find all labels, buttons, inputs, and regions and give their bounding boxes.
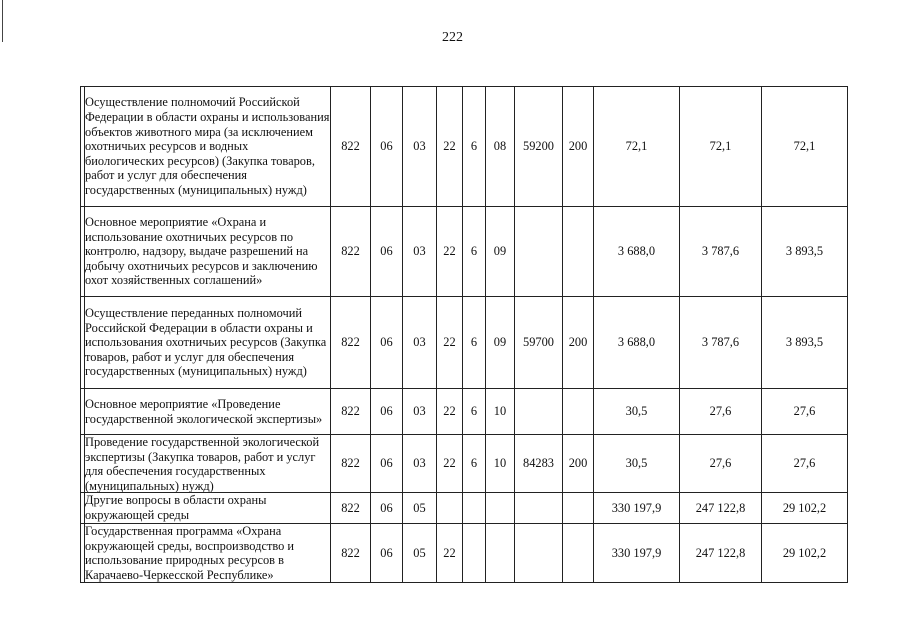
subprogram-code	[463, 524, 486, 583]
razdel-code: 06	[371, 297, 403, 389]
glava-code: 822	[331, 87, 371, 207]
program-code: 22	[437, 435, 463, 493]
amount-year-1: 330 197,9	[594, 493, 680, 524]
amount-year-2: 247 122,8	[680, 493, 762, 524]
program-code: 22	[437, 389, 463, 435]
expense-name: Проведение государственной экологической экспертизы (Закупка товаров, работ и услуг для обеспечения государственных (муниципальных) нужд)	[85, 435, 320, 492]
glava-code: 822	[331, 524, 371, 583]
razdel-code: 06	[371, 207, 403, 297]
program-code: 22	[437, 297, 463, 389]
amount-year-2: 3 787,6	[680, 297, 762, 389]
table-row	[81, 524, 848, 583]
amount-year-1: 72,1	[594, 87, 680, 207]
direction-code	[515, 207, 563, 297]
amount-year-1: 30,5	[594, 389, 680, 435]
expense-name: Осуществление полномочий Российской Федерации в области охраны и использования объектов животного мира (за исключением охотничьих ресурсов и водных биологических ресурсов) (Закупка товаров, работ и услуг для обеспечения государственных (муниципальных) нужд)	[85, 95, 330, 197]
direction-code: 59700	[515, 297, 563, 389]
podrazdel-code: 03	[403, 297, 437, 389]
razdel-code: 06	[371, 435, 403, 493]
table-body	[81, 87, 848, 583]
razdel-code: 06	[371, 524, 403, 583]
expense-name-cell	[85, 435, 331, 493]
subprogram-code: 6	[463, 87, 486, 207]
podrazdel-code: 03	[403, 389, 437, 435]
event-code: 09	[486, 297, 515, 389]
podrazdel-code: 03	[403, 87, 437, 207]
amount-year-3: 3 893,5	[762, 207, 848, 297]
podrazdel-code: 03	[403, 435, 437, 493]
expense-name-cell	[85, 207, 331, 297]
table-row	[81, 435, 848, 493]
amount-year-3: 29 102,2	[762, 524, 848, 583]
event-code	[486, 524, 515, 583]
expense-name: Другие вопросы в области охраны окружающей среды	[85, 493, 267, 522]
subprogram-code: 6	[463, 207, 486, 297]
event-code: 09	[486, 207, 515, 297]
razdel-code: 06	[371, 493, 403, 524]
glava-code: 822	[331, 493, 371, 524]
amount-year-2: 72,1	[680, 87, 762, 207]
podrazdel-code: 03	[403, 207, 437, 297]
event-code: 08	[486, 87, 515, 207]
amount-year-2: 27,6	[680, 389, 762, 435]
amount-year-2: 247 122,8	[680, 524, 762, 583]
glava-code: 822	[331, 389, 371, 435]
expense-name-cell	[85, 87, 331, 207]
amount-year-3: 3 893,5	[762, 297, 848, 389]
expense-type-code	[563, 389, 594, 435]
expense-name-cell	[85, 389, 331, 435]
expense-type-code	[563, 493, 594, 524]
amount-year-3: 72,1	[762, 87, 848, 207]
budget-table	[80, 86, 848, 583]
direction-code: 59200	[515, 87, 563, 207]
podrazdel-code: 05	[403, 524, 437, 583]
table-row	[81, 297, 848, 389]
expense-type-code: 200	[563, 297, 594, 389]
expense-type-code	[563, 524, 594, 583]
razdel-code: 06	[371, 389, 403, 435]
amount-year-3: 29 102,2	[762, 493, 848, 524]
program-code: 22	[437, 87, 463, 207]
podrazdel-code: 05	[403, 493, 437, 524]
direction-code: 84283	[515, 435, 563, 493]
glava-code: 822	[331, 297, 371, 389]
table-row	[81, 87, 848, 207]
event-code: 10	[486, 435, 515, 493]
expense-name-cell	[85, 493, 331, 524]
expense-name: Государственная программа «Охрана окружающей среды, воспроизводство и использование природных ресурсов в Карачаево-Черкесской Республике»	[85, 524, 295, 582]
subprogram-code	[463, 493, 486, 524]
direction-code	[515, 389, 563, 435]
event-code	[486, 493, 515, 524]
direction-code	[515, 524, 563, 583]
amount-year-3: 27,6	[762, 389, 848, 435]
program-code: 22	[437, 207, 463, 297]
page-number: 222	[442, 30, 463, 45]
amount-year-2: 27,6	[680, 435, 762, 493]
expense-type-code: 200	[563, 87, 594, 207]
glava-code: 822	[331, 435, 371, 493]
expense-name-cell	[85, 297, 331, 389]
table-row	[81, 207, 848, 297]
expense-name: Осуществление переданных полномочий Российской Федерации в области охраны и использования охотничьих ресурсов (Закупка товаров, работ и услуг для обеспечения государственных (муниципальных) нужд)	[85, 306, 327, 379]
expense-type-code	[563, 207, 594, 297]
program-code	[437, 493, 463, 524]
razdel-code: 06	[371, 87, 403, 207]
table-row	[81, 493, 848, 524]
amount-year-1: 3 688,0	[594, 297, 680, 389]
amount-year-1: 30,5	[594, 435, 680, 493]
expense-type-code: 200	[563, 435, 594, 493]
amount-year-3: 27,6	[762, 435, 848, 493]
subprogram-code: 6	[463, 297, 486, 389]
table-row	[81, 389, 848, 435]
subprogram-code: 6	[463, 435, 486, 493]
glava-code: 822	[331, 207, 371, 297]
expense-name: Основное мероприятие «Охрана и использование охотничьих ресурсов по контролю, надзору, выдаче разрешений на добычу охотничьих ресурсов и заключению охот хозяйственных соглашений»	[85, 215, 318, 288]
expense-name: Основное мероприятие «Проведение государственной экологической экспертизы»	[85, 396, 323, 426]
expense-name-cell	[85, 524, 331, 583]
amount-year-1: 330 197,9	[594, 524, 680, 583]
direction-code	[515, 493, 563, 524]
subprogram-code: 6	[463, 389, 486, 435]
amount-year-2: 3 787,6	[680, 207, 762, 297]
program-code: 22	[437, 524, 463, 583]
amount-year-1: 3 688,0	[594, 207, 680, 297]
event-code: 10	[486, 389, 515, 435]
